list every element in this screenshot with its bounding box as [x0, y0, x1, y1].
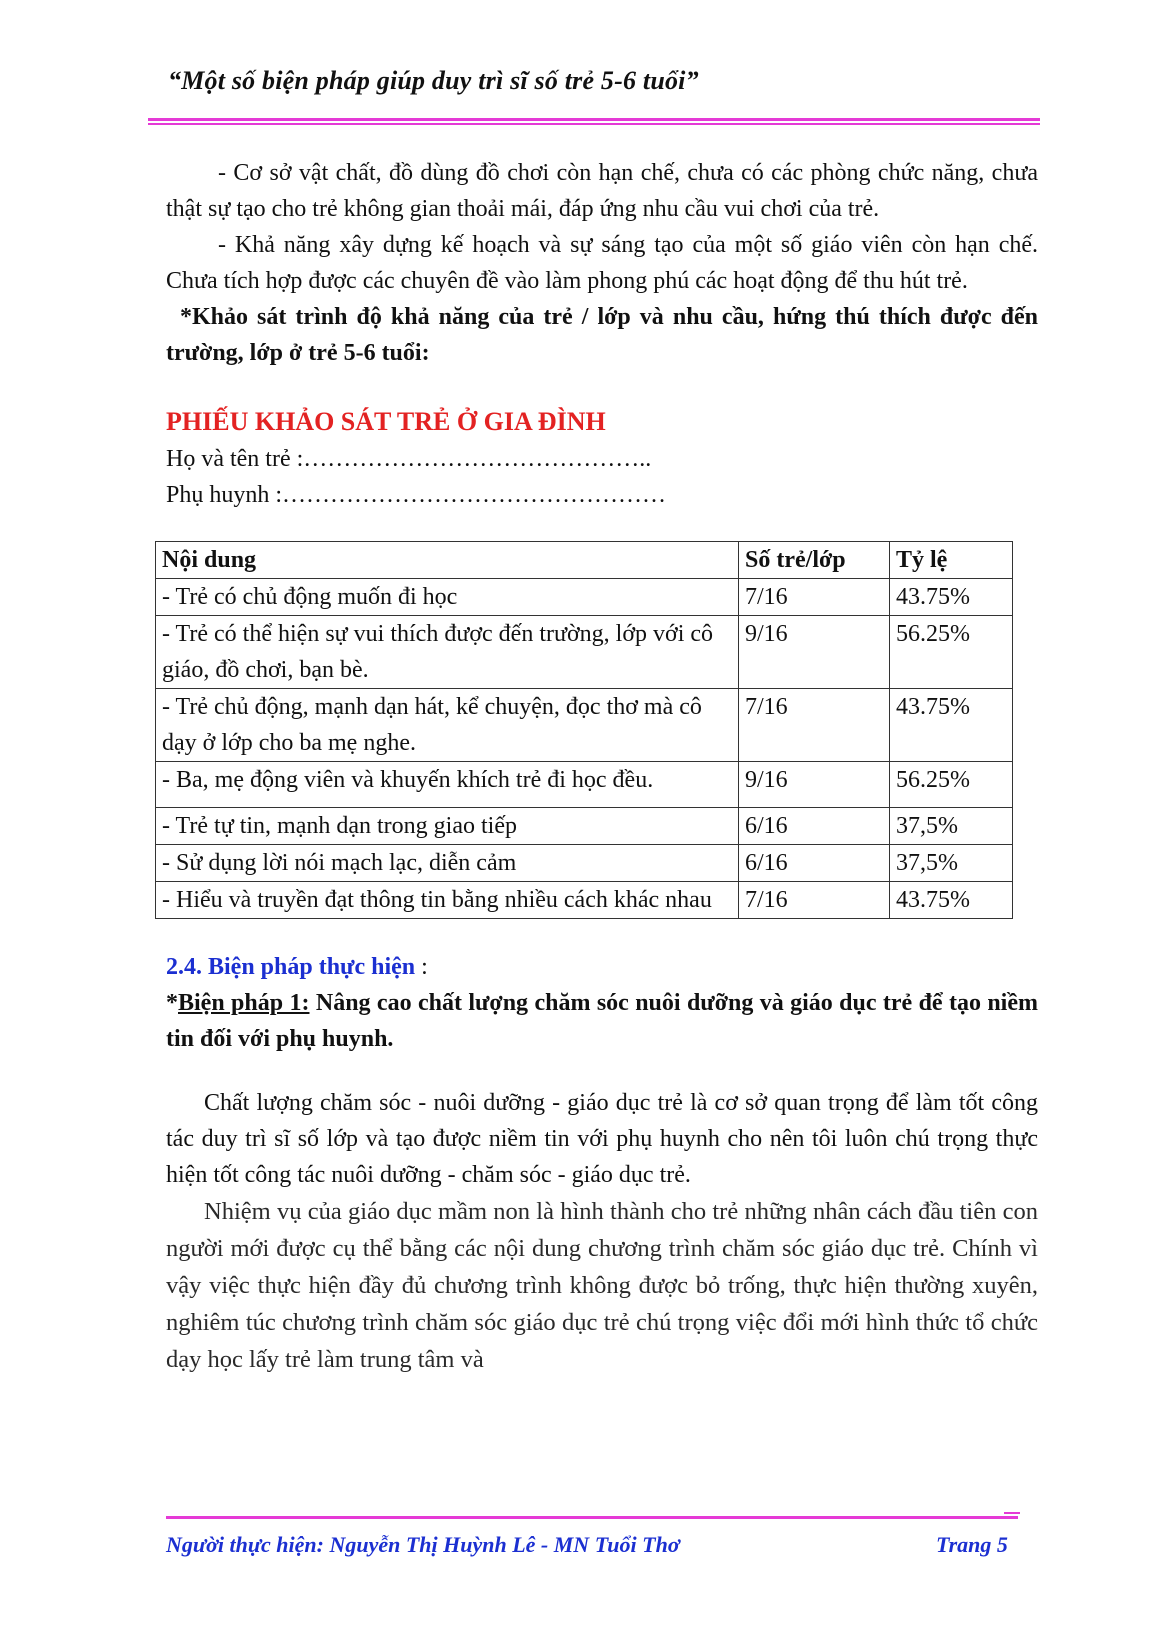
- row-ratio: 43.75%: [890, 689, 1013, 762]
- row-count: 6/16: [739, 808, 890, 845]
- row-ratio: 56.25%: [890, 762, 1013, 808]
- header-count: Số trẻ/lớp: [739, 542, 890, 579]
- section-title-text: 2.4. Biện pháp thực hiện: [166, 954, 416, 980]
- table-row: [156, 882, 1013, 919]
- parent-line: Phụ huynh :…………………………………………: [166, 482, 667, 508]
- row-ratio: 43.75%: [890, 579, 1013, 616]
- row-ratio: 56.25%: [890, 616, 1013, 689]
- paragraph-care-quality: Chất lượng chăm sóc - nuôi dưỡng - giáo dục trẻ là cơ sở quan trọng để làm tốt công tác duy trì sĩ số lớp và tạo được niềm tin với phụ huynh cho nên tôi luôn chú trọng thực hiện tốt công tác nuôi dưỡng - chăm sóc - giáo dục trẻ.: [166, 1090, 1038, 1188]
- section-title: [166, 949, 1038, 985]
- header-rule: [148, 118, 1040, 121]
- row-count: 7/16: [739, 689, 890, 762]
- table-row: [156, 616, 1013, 689]
- row-content: - Trẻ tự tin, mạnh dạn trong giao tiếp: [156, 808, 739, 845]
- table-row: [156, 845, 1013, 882]
- paragraph-survey-intro: *Khảo sát trình độ khả năng của trẻ / lớp và nhu cầu, hứng thú thích được đến trường, lớp ở trẻ 5-6 tuổi:: [166, 304, 1038, 366]
- row-content: - Sử dụng lời nói mạch lạc, diễn cảm: [156, 845, 739, 882]
- footer-rule: [166, 1516, 1018, 1519]
- row-count: 9/16: [739, 762, 890, 808]
- row-content: - Ba, mẹ động viên và khuyến khích trẻ đi học đều.: [156, 762, 739, 808]
- page-header-title: “Một số biện pháp giúp duy trì sĩ số trẻ 5-6 tuổi”: [168, 66, 699, 95]
- table-row: [156, 689, 1013, 762]
- row-content: - Hiểu và truyền đạt thông tin bằng nhiều cách khác nhau: [156, 882, 739, 919]
- row-content: - Trẻ có chủ động muốn đi học: [156, 579, 739, 616]
- row-content: - Trẻ có thể hiện sự vui thích được đến trường, lớp với cô giáo, đồ chơi, bạn bè.: [156, 616, 739, 689]
- page-content: [162, 155, 1038, 1378]
- header-ratio: Tỷ lệ: [890, 542, 1013, 579]
- measure-heading: [166, 985, 1038, 1057]
- footer-rule-mark: [1004, 1512, 1020, 1514]
- measure-text: Nâng cao chất lượng chăm sóc nuôi dưỡng và giáo dục trẻ để tạo niềm tin đối với phụ huynh.: [166, 990, 1038, 1052]
- header-content: Nội dung: [156, 542, 739, 579]
- footer-page-number: Trang 5: [936, 1532, 1008, 1557]
- table-row: [156, 762, 1013, 808]
- child-name-line: Họ và tên trẻ :……………………………………..: [166, 446, 652, 472]
- row-content: - Trẻ chủ động, mạnh dạn hát, kể chuyện, đọc thơ mà cô dạy ở lớp cho ba mẹ nghe.: [156, 689, 739, 762]
- footer-author: Người thực hiện: Nguyễn Thị Huỳnh Lê - MN Tuổi Thơ: [166, 1532, 680, 1557]
- row-count: 9/16: [739, 616, 890, 689]
- paragraph-teacher-skills: - Khả năng xây dựng kế hoạch và sự sáng tạo của một số giáo viên còn hạn chế. Chưa tích hợp được các chuyên đề vào làm phong phú các hoạt động để thu hút trẻ.: [166, 232, 1038, 294]
- measure-prefix: *: [166, 990, 178, 1016]
- row-ratio: 37,5%: [890, 845, 1013, 882]
- header-rule-secondary: [148, 123, 1040, 125]
- paragraph-education-mission: Nhiệm vụ của giáo dục mầm non là hình thành cho trẻ những nhân cách đầu tiên con người mới được cụ thể bằng các nội dung chương trình chăm sóc giáo dục trẻ. Chính vì vậy việc thực hiện đầy đủ chương trình không được bỏ trống, thực hiện thường xuyên, nghiêm túc chương trình chăm sóc giáo dục trẻ chú trọng việc đổi mới hình thức tổ chức dạy học lấy trẻ làm trung tâm và: [166, 1198, 1038, 1373]
- section-title-colon: :: [415, 954, 428, 980]
- row-ratio: 37,5%: [890, 808, 1013, 845]
- survey-title: PHIẾU KHẢO SÁT TRẺ Ở GIA ĐÌNH: [166, 407, 606, 436]
- table-row: [156, 808, 1013, 845]
- measure-label: Biện pháp 1:: [178, 990, 310, 1016]
- row-count: 7/16: [739, 579, 890, 616]
- table-header-row: [156, 542, 1013, 579]
- row-count: 6/16: [739, 845, 890, 882]
- row-ratio: 43.75%: [890, 882, 1013, 919]
- survey-table: [155, 541, 1013, 919]
- row-count: 7/16: [739, 882, 890, 919]
- table-row: [156, 579, 1013, 616]
- paragraph-facilities: - Cơ sở vật chất, đồ dùng đồ chơi còn hạn chế, chưa có các phòng chức năng, chưa thật sự tạo cho trẻ không gian thoải mái, đáp ứng nhu cầu vui chơi của trẻ.: [166, 160, 1038, 222]
